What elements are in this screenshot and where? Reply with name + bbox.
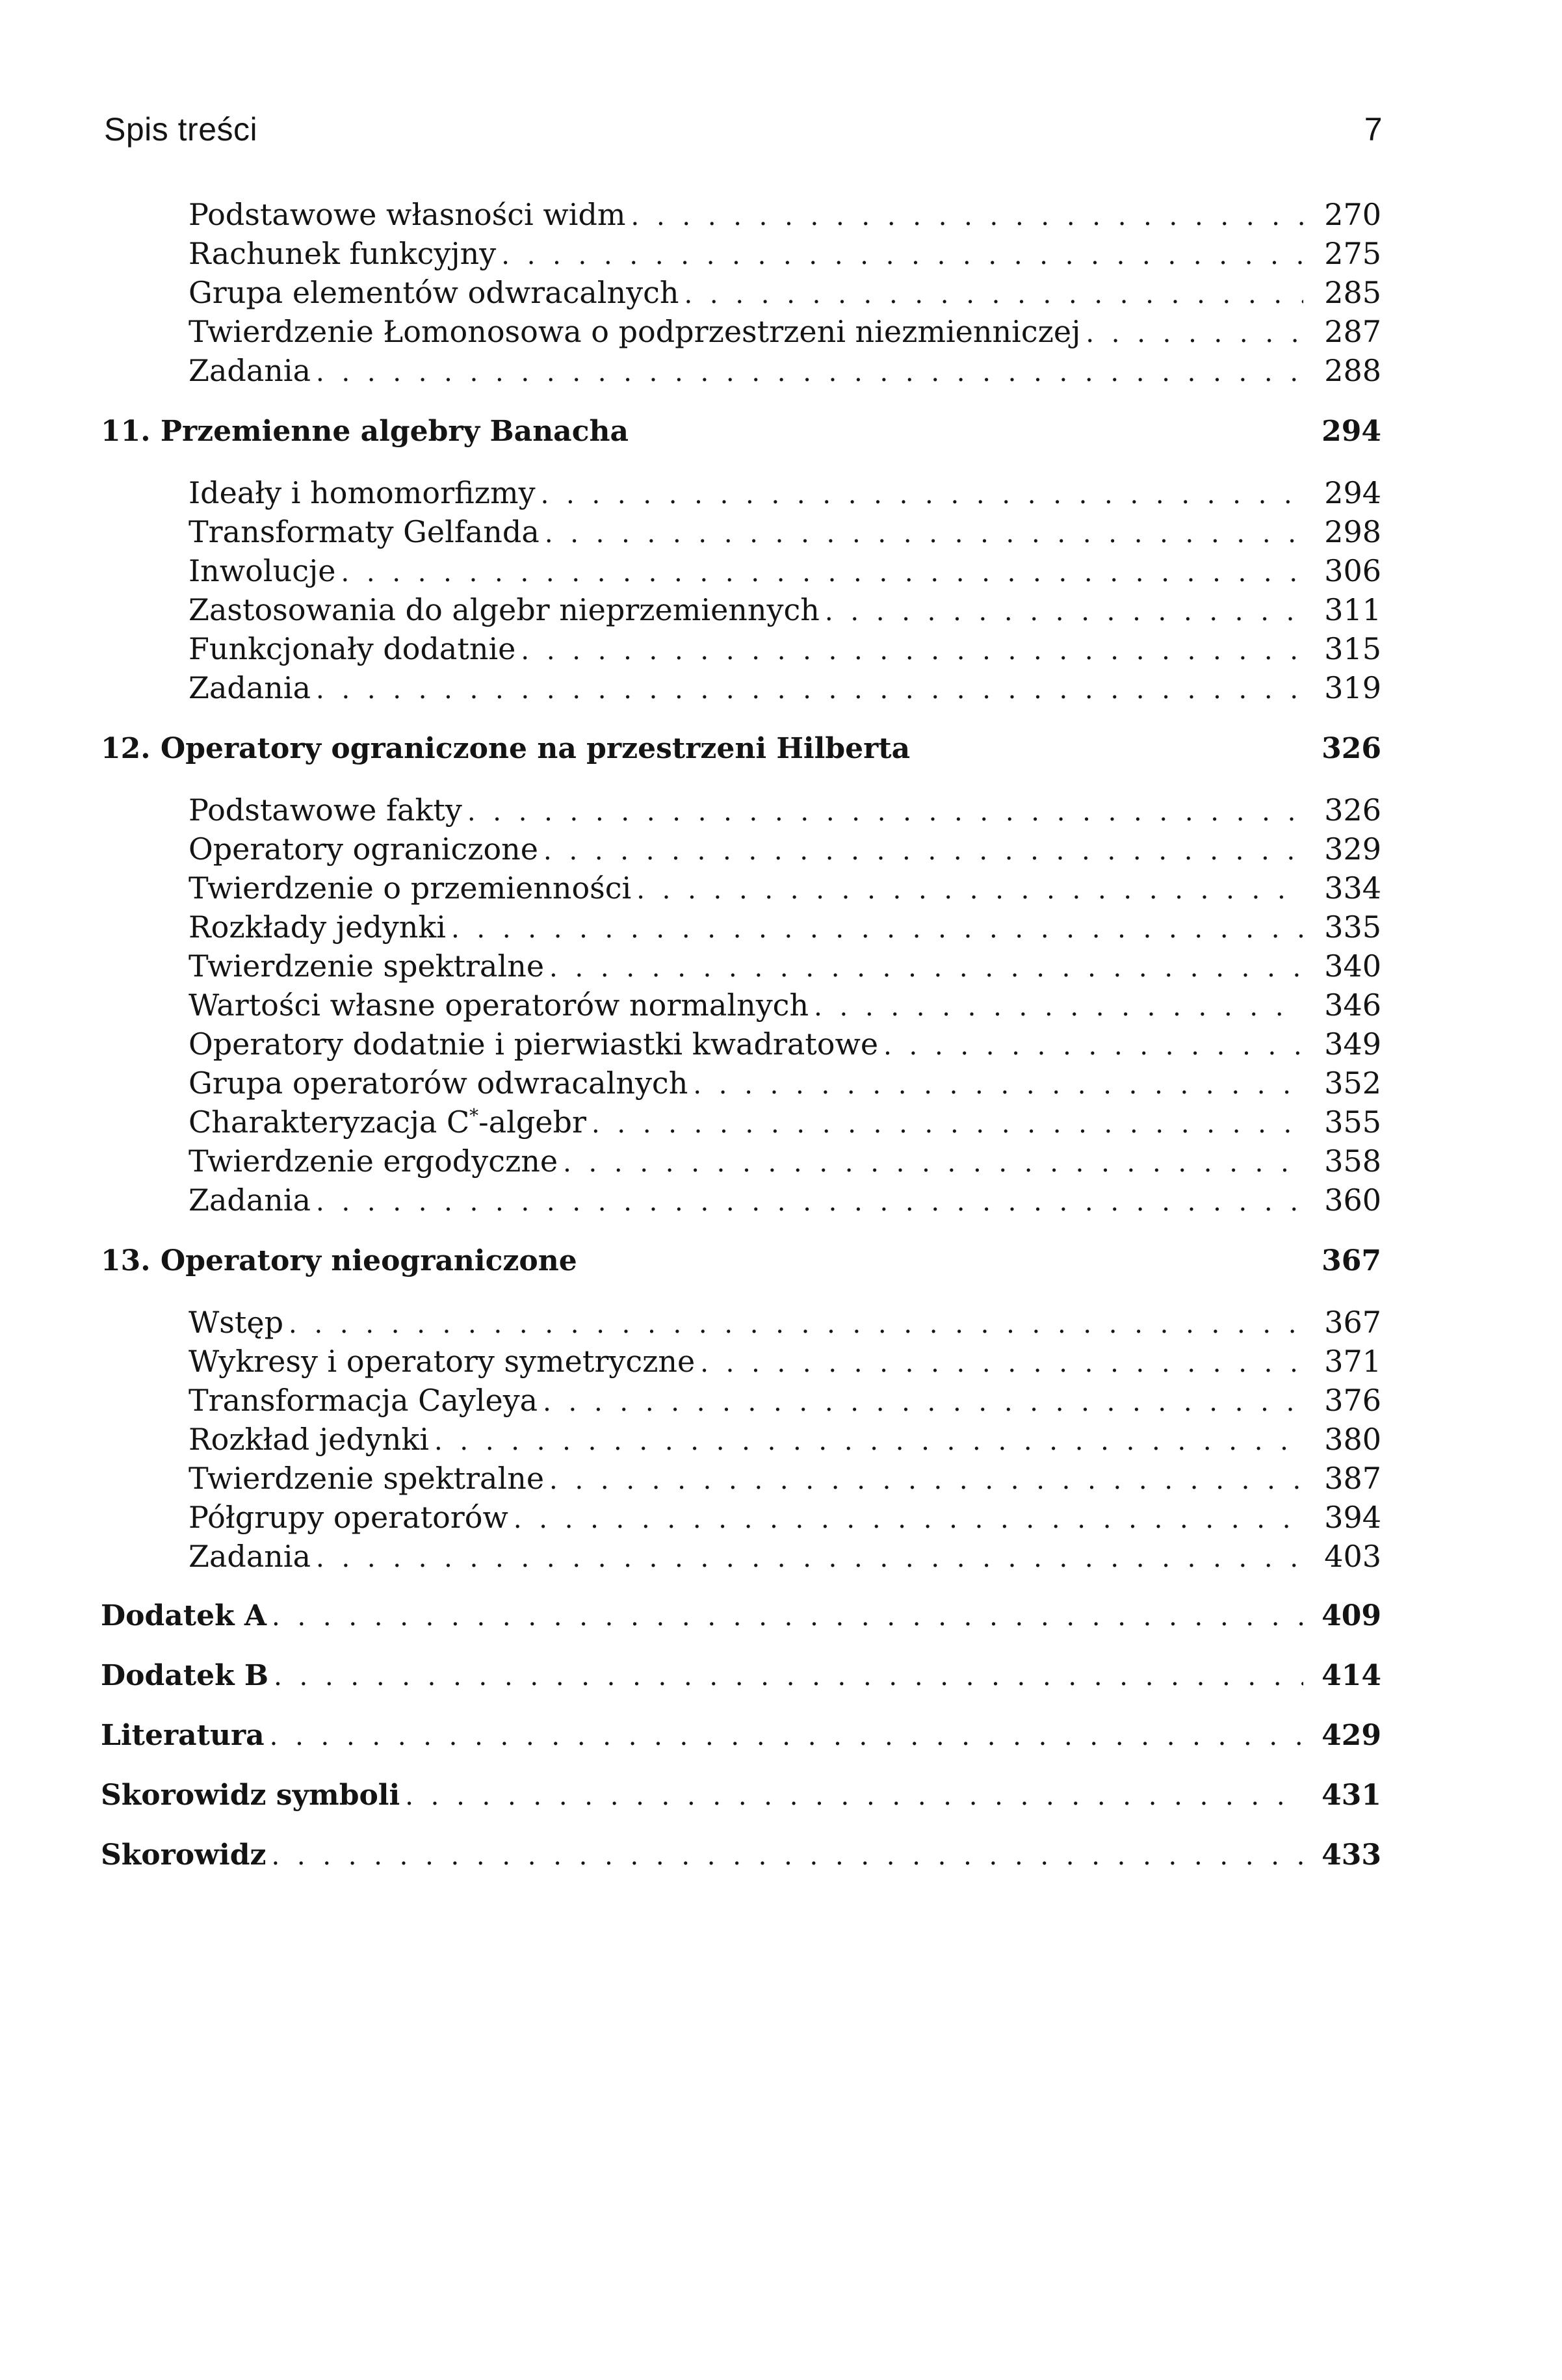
leader-dots	[514, 1500, 1303, 1539]
leader-dots	[543, 1383, 1303, 1422]
page-header	[104, 111, 1383, 148]
toc-entry-label: Inwolucje	[189, 553, 336, 588]
toc-entry-label: Wartości własne operatorów normalnych	[189, 987, 809, 1023]
toc-entry-page: 403	[1324, 1539, 1381, 1574]
page-number: 7	[1364, 111, 1383, 148]
back-matter-entry-literatura[interactable]	[0, 1716, 1562, 1755]
toc-entry-label	[189, 1103, 586, 1142]
leader-dots	[451, 909, 1303, 948]
back-matter-entry-skorowidz-symboli[interactable]	[0, 1776, 1562, 1815]
chapter-page: 367	[1321, 1244, 1381, 1277]
toc-entry-page: 326	[1324, 792, 1381, 828]
table-of-contents	[0, 195, 1562, 1875]
toc-entry-page: 349	[1324, 1027, 1381, 1062]
leader-dots	[316, 1539, 1303, 1578]
toc-entry-page: 294	[1324, 475, 1381, 510]
toc-entry-label: Transformacja Cayleya	[189, 1383, 538, 1418]
toc-entry[interactable]	[0, 629, 1562, 668]
toc-entry[interactable]	[0, 551, 1562, 590]
toc-entry-page: 315	[1324, 631, 1381, 666]
toc-entry-page: 335	[1324, 909, 1381, 945]
chapter-page: 294	[1321, 415, 1381, 448]
toc-entry-page: 367	[1324, 1305, 1381, 1340]
toc-entry-page: 355	[1324, 1105, 1381, 1140]
leader-dots	[549, 948, 1303, 987]
back-matter-entry-dodatek-a[interactable]	[0, 1597, 1562, 1636]
toc-entry[interactable]	[0, 869, 1562, 908]
chapter-heading-11[interactable]	[0, 412, 1562, 451]
label-superscript: *	[469, 1105, 479, 1127]
toc-entry-page: 346	[1324, 987, 1381, 1023]
toc-entry-page: 414	[1321, 1659, 1381, 1692]
leader-dots	[883, 1027, 1303, 1066]
toc-entry[interactable]	[0, 351, 1562, 390]
chapter-heading-12[interactable]	[0, 729, 1562, 768]
toc-entry-label: Operatory ograniczone	[189, 831, 539, 867]
toc-entry[interactable]	[0, 908, 1562, 947]
toc-entry-label: Podstawowe własności widm	[189, 197, 626, 232]
toc-entry-label: Twierdzenie spektralne	[189, 1461, 545, 1496]
leader-dots	[270, 1717, 1303, 1756]
toc-entry-page: 298	[1324, 514, 1381, 549]
leader-dots	[405, 1777, 1303, 1816]
toc-entry[interactable]	[0, 1342, 1562, 1381]
toc-entry[interactable]	[0, 195, 1562, 234]
leader-dots	[636, 870, 1303, 909]
toc-entry[interactable]	[0, 1303, 1562, 1342]
leader-dots	[316, 670, 1303, 709]
toc-entry[interactable]	[0, 1025, 1562, 1064]
leader-dots	[501, 236, 1303, 275]
toc-entry[interactable]	[0, 830, 1562, 869]
toc-entry-page: 340	[1324, 948, 1381, 984]
toc-entry-label: Półgrupy operatorów	[189, 1500, 508, 1535]
toc-entry-label: Wykresy i operatory symetryczne	[189, 1344, 696, 1379]
toc-entry-label: Skorowidz	[101, 1838, 267, 1872]
toc-entry[interactable]	[0, 1537, 1562, 1576]
toc-entry-page: 380	[1324, 1422, 1381, 1457]
toc-entry-page: 288	[1324, 353, 1381, 388]
toc-entry-label: Grupa elementów odwracalnych	[189, 275, 679, 310]
toc-entry-label: Literatura	[101, 1719, 265, 1752]
toc-entry-page: 285	[1324, 275, 1381, 310]
toc-entry-label: Twierdzenie o przemienności	[189, 870, 632, 906]
toc-entry-label: Twierdzenie spektralne	[189, 948, 545, 984]
toc-entry[interactable]	[0, 312, 1562, 351]
leader-dots	[274, 1657, 1303, 1696]
toc-entry-label: Podstawowe fakty	[189, 792, 462, 828]
chapter-title: 13. Operatory nieograniczone	[101, 1244, 577, 1277]
leader-dots	[814, 987, 1303, 1027]
leader-dots	[549, 1461, 1303, 1500]
chapter-title: 12. Operatory ograniczone na przestrzeni Hilberta	[101, 732, 911, 765]
toc-entry-label: Twierdzenie Łomonosowa o podprzestrzeni niezmienniczej	[189, 314, 1081, 349]
label-text: Charakteryzacja C	[189, 1105, 470, 1140]
toc-entry-page: 334	[1324, 870, 1381, 906]
leader-dots	[631, 197, 1303, 236]
label-text: -algebr	[478, 1105, 586, 1140]
toc-entry-label: Ideały i homomorfizmy	[189, 475, 536, 510]
leader-dots	[545, 514, 1303, 553]
toc-entry-page: 306	[1324, 553, 1381, 588]
toc-entry-page: 360	[1324, 1183, 1381, 1218]
leader-dots	[434, 1422, 1303, 1461]
back-matter-entry-dodatek-b[interactable]	[0, 1656, 1562, 1695]
toc-entry-label: Operatory dodatnie i pierwiastki kwadratowe	[189, 1027, 879, 1062]
leader-dots	[541, 475, 1303, 514]
toc-entry-label: Dodatek A	[101, 1599, 267, 1632]
toc-entry-label: Transformaty Gelfanda	[189, 514, 540, 549]
toc-entry-page: 329	[1324, 831, 1381, 867]
leader-dots	[272, 1597, 1303, 1636]
toc-entry[interactable]	[0, 1381, 1562, 1420]
toc-entry[interactable]	[0, 273, 1562, 312]
toc-entry[interactable]	[0, 986, 1562, 1025]
toc-entry[interactable]	[0, 791, 1562, 830]
toc-entry-page: 429	[1321, 1719, 1381, 1752]
toc-entry-label: Zadania	[189, 353, 311, 388]
toc-entry[interactable]	[0, 1103, 1562, 1142]
toc-entry-page: 376	[1324, 1383, 1381, 1418]
toc-entry-page: 358	[1324, 1144, 1381, 1179]
toc-entry[interactable]	[0, 1181, 1562, 1220]
toc-entry[interactable]	[0, 234, 1562, 273]
toc-entry-page: 433	[1321, 1838, 1381, 1872]
toc-entry[interactable]	[0, 947, 1562, 986]
running-title: Spis treści	[104, 111, 258, 148]
toc-entry-page: 311	[1324, 592, 1381, 627]
chapter-heading-13[interactable]	[0, 1242, 1562, 1281]
toc-entry-page: 394	[1324, 1500, 1381, 1535]
toc-entry-page: 270	[1324, 197, 1381, 232]
toc-entry-label: Zadania	[189, 1183, 311, 1218]
toc-entry-label: Twierdzenie ergodyczne	[189, 1144, 558, 1179]
toc-entry[interactable]	[0, 1420, 1562, 1459]
leader-dots	[521, 631, 1303, 670]
leader-dots	[1086, 314, 1303, 353]
chapter-title: 11. Przemienne algebry Banacha	[101, 415, 629, 448]
toc-entry-page: 409	[1321, 1599, 1381, 1632]
toc-entry-page: 371	[1324, 1344, 1381, 1379]
toc-entry-page: 275	[1324, 236, 1381, 271]
toc-entry-label: Wstęp	[189, 1305, 284, 1340]
toc-entry[interactable]	[0, 1498, 1562, 1537]
leader-dots	[271, 1837, 1303, 1876]
leader-dots	[316, 353, 1303, 392]
toc-entry-label: Rozkłady jedynki	[189, 909, 446, 945]
toc-entry-page: 319	[1324, 670, 1381, 705]
leader-dots	[825, 592, 1303, 631]
toc-entry-label: Zastosowania do algebr nieprzemiennych	[189, 592, 820, 627]
toc-entry[interactable]	[0, 1459, 1562, 1498]
back-matter-entry-skorowidz[interactable]	[0, 1836, 1562, 1875]
toc-entry[interactable]	[0, 473, 1562, 512]
toc-entry-page: 352	[1324, 1066, 1381, 1101]
toc-entry-label: Rozkład jedynki	[189, 1422, 429, 1457]
toc-entry-page: 431	[1321, 1779, 1381, 1812]
toc-entry[interactable]	[0, 668, 1562, 707]
leader-dots	[289, 1305, 1303, 1344]
toc-entry-page: 387	[1324, 1461, 1381, 1496]
toc-entry-label: Funkcjonały dodatnie	[189, 631, 516, 666]
toc-entry-label: Dodatek B	[101, 1659, 269, 1692]
leader-dots	[693, 1066, 1303, 1105]
leader-dots	[543, 831, 1303, 870]
leader-dots	[592, 1105, 1303, 1144]
toc-entry[interactable]	[0, 1064, 1562, 1103]
toc-entry-label: Skorowidz symboli	[101, 1779, 400, 1812]
toc-entry[interactable]	[0, 1142, 1562, 1181]
toc-entry-page: 287	[1324, 314, 1381, 349]
leader-dots	[316, 1183, 1303, 1222]
toc-entry-label: Zadania	[189, 670, 311, 705]
leader-dots	[563, 1144, 1303, 1183]
toc-entry-label: Zadania	[189, 1539, 311, 1574]
leader-dots	[341, 553, 1303, 592]
toc-entry-label: Rachunek funkcyjny	[189, 236, 497, 271]
toc-entry[interactable]	[0, 512, 1562, 551]
leader-dots	[467, 792, 1303, 831]
leader-dots	[700, 1344, 1303, 1383]
toc-entry-label: Grupa operatorów odwracalnych	[189, 1066, 688, 1101]
chapter-page: 326	[1321, 732, 1381, 765]
toc-entry[interactable]	[0, 590, 1562, 629]
leader-dots	[684, 275, 1304, 314]
